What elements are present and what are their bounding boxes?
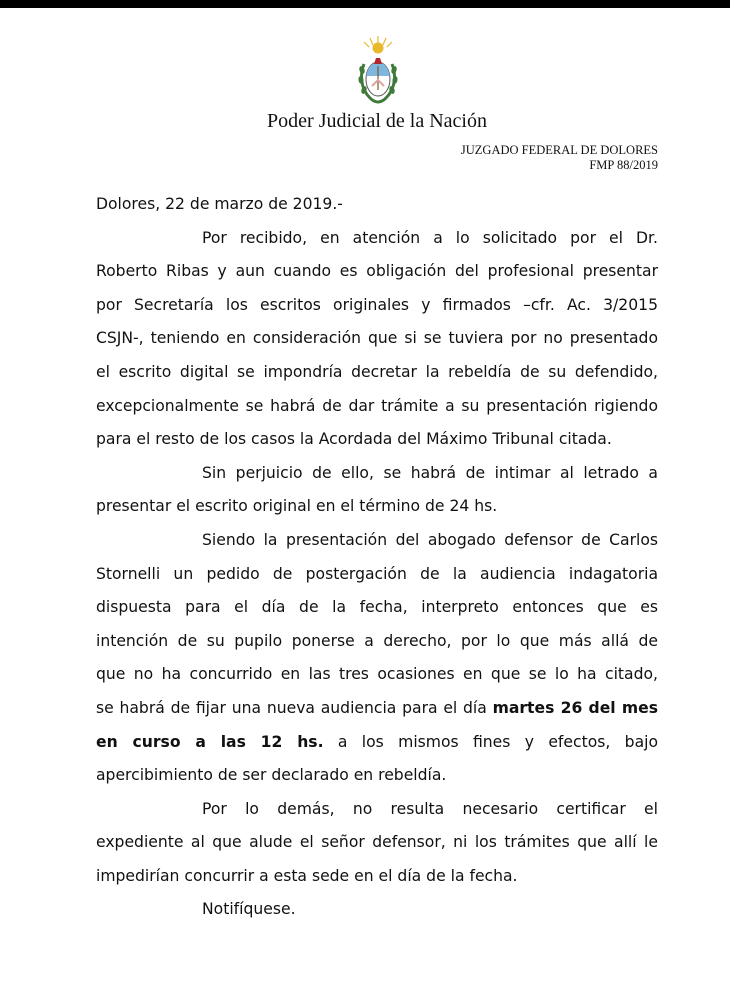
closing-notification: Notifíquese. [202,900,296,919]
paragraph-3-line-1: Siendo la presentación del abogado defensor de Carlos [202,530,658,549]
paragraph-1-line-7: para el resto de los casos la Acordada del Máximo Tribunal citada. [96,430,612,449]
paragraph-1-line-4: CSJN-, teniendo en consideración que si se tuviera por no presentado [96,329,658,348]
institution-title: Poder Judicial de la Nación [267,110,487,132]
paragraph-1-line-3: por Secretaría los escritos originales y firmados –cfr. Ac. 3/2015 [96,295,658,314]
paragraph-1-line-6: excepcionalmente se habrá de dar trámite a su presentación rigiendo [96,396,658,415]
date-line: Dolores, 22 de marzo de 2019.- [96,195,343,213]
paragraph-3-line-7 [96,726,658,760]
file-number: FMP 88/2019 [589,158,658,172]
court-header [461,143,658,173]
paragraph-1-line-5: el escrito digital se impondría decretar la rebeldía de su defendido, [96,362,658,381]
hearing-date-emphasis-2: en curso a las 12 hs. [96,732,324,751]
paragraph-3-line-5: que no ha concurrido en las tres ocasiones en que se lo ha citado, [96,665,658,684]
paragraph-3-line-6 [96,692,658,726]
paragraph-3-line-2: Stornelli un pedido de postergación de la audiencia indagatoria [96,564,658,583]
paragraph-4-line-1: Por lo demás, no resulta necesario certificar el [202,799,658,818]
paragraph-2-line-2: presentar el escrito original en el término de 24 hs. [96,497,498,516]
hearing-date-emphasis-1: martes 26 del mes [492,698,658,717]
paragraph-3-line-7-text: a los mismos fines y efectos, bajo [323,732,659,751]
paragraph-1-line-2: Roberto Ribas y aun cuando es obligación del profesional presentar [96,262,658,281]
resolution-body [96,188,658,927]
court-name: JUZGADO FEDERAL DE DOLORES [460,143,658,157]
argentina-coat-of-arms-icon [350,34,406,108]
paragraph-3-line-3: dispuesta para el día de la fecha, interpreto entonces que es [96,598,658,617]
paragraph-1-line-1: Por recibido, en atención a lo solicitado por el Dr. [202,228,658,247]
paragraph-3-line-6-text: se habrá de fijar una nueva audiencia para el día [96,698,493,717]
paragraph-3-line-8: apercibimiento de ser declarado en rebeldía. [96,766,447,785]
paragraph-4-line-3: impedirían concurrir a esta sede en el día de la fecha. [96,866,518,885]
paragraph-3-line-4: intención de su pupilo ponerse a derecho, por lo que más allá de [96,631,658,650]
paragraph-2-line-1: Sin perjuicio de ello, se habrá de intimar al letrado a [202,463,658,482]
top-bar [0,0,730,8]
paragraph-4-line-2: expediente al que alude el señor defensor, ni los trámites que allí le [96,833,658,852]
